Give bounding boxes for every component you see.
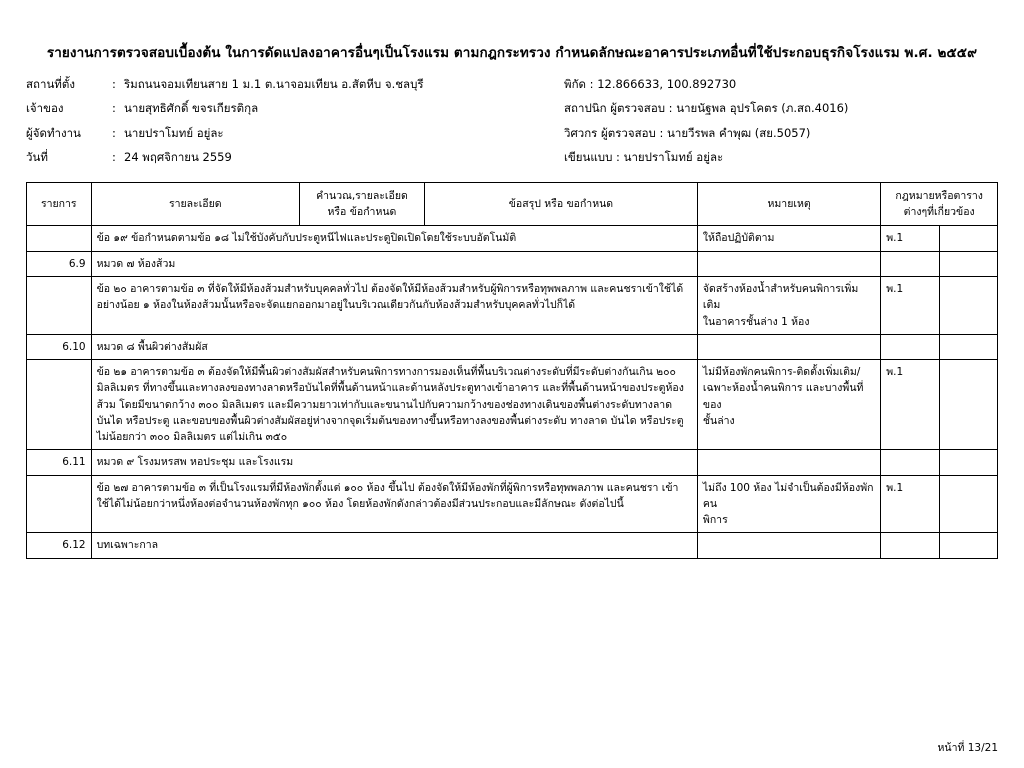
row-item-number: 6.12 — [27, 533, 92, 558]
row-blank — [939, 450, 997, 475]
row-law: พ.1 — [881, 277, 939, 335]
meta-value-location: ริมถนนจอมเทียนสาย 1 ม.1 ต.นาจอมเทียน อ.สัตหีบ จ.ชลบุรี — [124, 76, 424, 91]
meta-label-owner: เจ้าของ — [26, 101, 64, 116]
row-detail: บทเฉพาะกาล — [91, 533, 697, 558]
table-row — [27, 334, 998, 359]
table-row — [27, 475, 998, 533]
row-note-line1: ไม่ถึง 100 ห้อง ไม่จำเป็นต้องมีห้องพักคน — [702, 481, 874, 510]
meta-value-preparer: นายปราโมทย์ อยู่ละ — [124, 125, 224, 140]
header-note: หมายเหตุ — [697, 182, 880, 226]
meta-block — [26, 77, 998, 166]
row-item-number: 6.9 — [27, 251, 92, 276]
row-detail: หมวด ๗ ห้องส้วม — [91, 251, 697, 276]
row-detail: หมวด ๙ โรงมหรสพ หอประชุม และโรงแรม — [91, 450, 697, 475]
row-note-line2: เฉพาะห้องน้ำคนพิการ และบางพื้นที่ของ — [702, 382, 864, 411]
table-row — [27, 277, 998, 335]
row-law — [881, 334, 939, 359]
row-item-number: 6.10 — [27, 334, 92, 359]
header-item: รายการ — [27, 182, 92, 226]
table-row — [27, 251, 998, 276]
header-calculation-line1: คำนวณ,รายละเอียด — [316, 189, 408, 202]
meta-row-date — [26, 150, 998, 166]
meta-row-owner — [26, 101, 998, 117]
row-item-number — [27, 360, 92, 450]
row-detail: ข้อ ๒๑ อาคารตามข้อ ๓ ต้องจัดให้มีพื้นผิวต่างสัมผัสสำหรับคนพิการทางการมองเห็นที่พื้นบริเวณต่างระดับที่มีระดับต่างกันเกิน ๒๐๐ มิลลิเมตร ที่ทางขึ้นและทางลงของทางลาดหรือบันไดที่พื้นด้านหน้าและด้านหลังประตูทางเข้าอาคาร และที่พื้นด้านหน้าของประตูห้องส้วม โดยมีขนาดกว้าง ๓๐๐ มิลลิเมตร และมีความยาวเท่ากับและขนานไปกับความกว้างของช่องทางเดินของพื้นต่างระดับทางลาด บันได หรือประตู และขอบของพื้นผิวต่างสัมผัสอยู่ห่างจากจุดเริ่มต้นของทางขึ้นหรือทางลงของพื้นต่างระดับ ทางลาด บันได หรือประตูไม่น้อยกว่า ๓๐๐ มิลลิเมตร แต่ไม่เกิน ๓๕๐ — [91, 360, 697, 450]
meta-label-preparer: ผู้จัดทำงาน — [26, 125, 81, 140]
row-detail: ข้อ ๒๗ อาคารตามข้อ ๓ ที่เป็นโรงแรมที่มีห้องพักตั้งแต่ ๑๐๐ ห้อง ขึ้นไป ต้องจัดให้มีห้องพักที่ผู้พิการหรือทุพพลภาพ และคนชรา เข้าใช้ได้ไม่น้อยกว่าหนึ่งห้องต่อจำนวนห้องพักทุก ๑๐๐ ห้อง โดยห้องพักดังกล่าวต้องมีส่วนประกอบและมีลักษณะ ดังต่อไปนี้ — [91, 475, 697, 533]
header-calculation-line2: หรือ ข้อกำหนด — [327, 206, 397, 219]
row-item-number — [27, 277, 92, 335]
row-law: พ.1 — [881, 475, 939, 533]
row-law — [881, 450, 939, 475]
row-blank — [939, 277, 997, 335]
table-row — [27, 360, 998, 450]
table-row — [27, 533, 998, 558]
row-note — [697, 533, 880, 558]
row-blank — [939, 533, 997, 558]
row-detail: หมวด ๘ พื้นผิวต่างสัมผัส — [91, 334, 697, 359]
row-detail: ข้อ ๑๙ ข้อกำหนดตามข้อ ๑๘ ไม่ใช้บังคับกับประตูหนีไฟและประตูปิดเปิดโดยใช้ระบบอัตโนมัติ — [91, 226, 697, 251]
row-note — [697, 277, 880, 335]
table-row — [27, 450, 998, 475]
table-row — [27, 226, 998, 251]
row-note-line2: พิการ — [702, 514, 728, 527]
meta-value-owner: นายสุทธิศักดิ์ ขจรเกียรติกุล — [124, 101, 259, 116]
meta-label-location: สถานที่ตั้ง — [26, 76, 75, 91]
row-blank — [939, 334, 997, 359]
row-law: พ.1 — [881, 226, 939, 251]
meta-colon: : — [112, 125, 116, 140]
table-header-row — [27, 182, 998, 226]
row-note — [697, 450, 880, 475]
meta-row-location — [26, 77, 998, 93]
row-law — [881, 533, 939, 558]
header-law-reference — [881, 182, 998, 226]
meta-colon: : — [112, 76, 116, 91]
row-note — [697, 251, 880, 276]
page-title: รายงานการตรวจสอบเบื้องต้น ในการดัดแปลงอาคารอื่นๆเป็นโรงแรม ตามกฎกระทรวง กำหนดลักษณะอาคารประเภทอื่นที่ใช้ประกอบธุรกิจโรงแรม พ.ศ. ๒๕๕๙ — [46, 45, 978, 61]
row-law: พ.1 — [881, 360, 939, 450]
row-note-line1: ไม่มีห้องพักคนพิการ-ติดตั้งเพิ่มเติม/ — [702, 366, 861, 379]
row-item-number: 6.11 — [27, 450, 92, 475]
row-blank — [939, 475, 997, 533]
page-footer: หน้าที่ 13/21 — [937, 742, 998, 754]
row-blank — [939, 251, 997, 276]
row-blank — [939, 360, 997, 450]
document-page — [0, 44, 1024, 768]
row-note: ให้ถือปฏิบัติตาม — [697, 226, 880, 251]
header-calculation — [299, 182, 424, 226]
meta-value-date: 24 พฤศจิกายน 2559 — [124, 150, 232, 165]
inspection-table — [26, 182, 998, 559]
row-note — [697, 360, 880, 450]
row-detail: ข้อ ๒๐ อาคารตามข้อ ๓ ที่จัดให้มีห้องส้วมสำหรับบุคคลทั่วไป ต้องจัดให้มีห้องส้วมสำหรับผู้พิการหรือทุพพลภาพ และคนชราเข้าใช้ได้อย่างน้อย ๑ ห้องในห้องส้วมนั้นหรือจะจัดแยกออกมาอยู่ในบริเวณเดียวกันกับห้องส้วมสำหรับบุคคลทั่วไปก็ได้ — [91, 277, 697, 335]
row-item-number — [27, 226, 92, 251]
meta-draftsman: เขียนแบบ : นายปราโมทย์ อยู่ละ — [564, 150, 724, 165]
row-note-line3: ชั้นล่าง — [702, 414, 735, 427]
row-item-number — [27, 475, 92, 533]
row-note-line1: จัดสร้างห้องน้ำสำหรับคนพิการเพิ่มเติม — [702, 283, 859, 312]
meta-colon: : — [112, 101, 116, 116]
meta-engineer-inspector: วิศวกร ผู้ตรวจสอบ : นายวีรพล คำพุฒ (สย.5057) — [564, 125, 811, 140]
meta-row-preparer — [26, 126, 998, 142]
header-detail: รายละเอียด — [91, 182, 299, 226]
header-law-line1: กฎหมายหรือตาราง — [895, 189, 983, 202]
meta-colon: : — [112, 150, 116, 165]
row-note — [697, 475, 880, 533]
row-law — [881, 251, 939, 276]
meta-coordinates: พิกัด : 12.866633, 100.892730 — [564, 76, 737, 91]
row-blank — [939, 226, 997, 251]
row-note — [697, 334, 880, 359]
meta-architect-inspector: สถาปนิก ผู้ตรวจสอบ : นายนัฐพล อุปรโคตร (ภ.สถ.4016) — [564, 101, 849, 116]
header-summary: ข้อสรุป หรือ ขอกำหนด — [424, 182, 697, 226]
meta-label-date: วันที่ — [26, 150, 48, 165]
header-law-line2: ต่างๆที่เกี่ยวข้อง — [903, 206, 975, 219]
row-note-line2: ในอาคารชั้นล่าง 1 ห้อง — [702, 315, 810, 328]
